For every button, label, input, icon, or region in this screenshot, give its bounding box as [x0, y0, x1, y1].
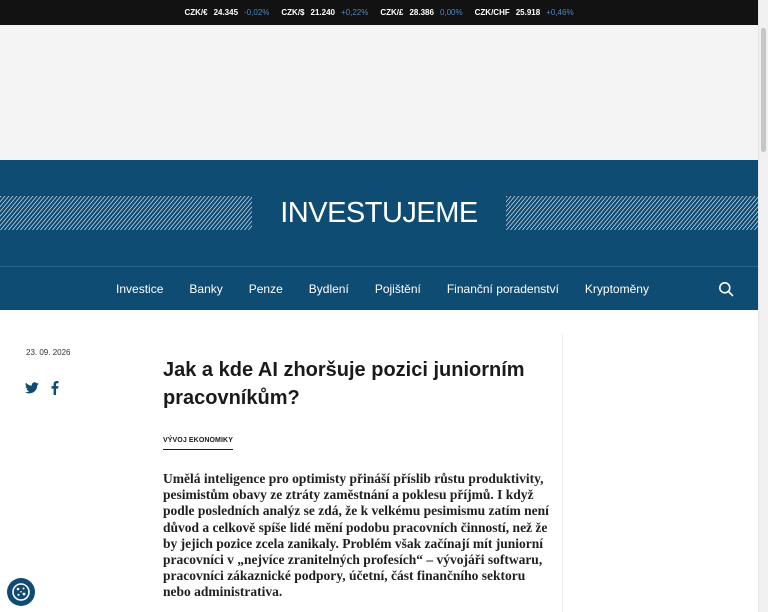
- ticker-change: 0,00%: [439, 8, 463, 17]
- nav-item-penze[interactable]: Penze: [248, 281, 283, 296]
- ticker-item[interactable]: [184, 8, 269, 17]
- sidebar-divider: [562, 334, 563, 612]
- twitter-icon[interactable]: [25, 382, 39, 394]
- nav-item-kryptomeny[interactable]: Kryptoměny: [584, 281, 649, 296]
- search-icon[interactable]: [718, 281, 734, 297]
- ticker-item[interactable]: [380, 8, 462, 17]
- ticker-pair: CZK/€: [184, 8, 208, 17]
- ticker-value: 25.918: [515, 8, 541, 17]
- ticker-item[interactable]: [475, 8, 574, 17]
- ticker-pair: CZK/£: [380, 8, 404, 17]
- ticker-change: -0,02%: [244, 8, 270, 17]
- site-logo[interactable]: INVESTUJEME: [280, 196, 478, 229]
- nav-item-financni-poradenstvi[interactable]: Finanční poradenství: [446, 281, 559, 296]
- article-title: Jak a kde AI zhoršuje pozici juniorním pracovníkům?: [163, 359, 525, 409]
- nav-item-bydleni[interactable]: Bydlení: [308, 281, 349, 296]
- ticker-item[interactable]: [281, 8, 368, 17]
- nav-item-banky[interactable]: Banky: [189, 281, 223, 296]
- stripes-decoration: [506, 196, 758, 230]
- ticker-value: 21.240: [310, 8, 335, 17]
- ticker-value: 28.386: [409, 8, 434, 17]
- facebook-icon[interactable]: [51, 381, 59, 395]
- currency-ticker: [0, 0, 758, 25]
- nav-links: [116, 282, 649, 296]
- ticker-pair: CZK/CHF: [474, 8, 510, 17]
- scrollbar-thumb[interactable]: [761, 28, 766, 152]
- scrollbar[interactable]: [758, 0, 768, 612]
- nav-item-investice[interactable]: Investice: [116, 281, 164, 296]
- ticker-change: +0,22%: [340, 8, 369, 17]
- article-category[interactable]: VÝVOJ EKONOMIKY: [163, 437, 233, 450]
- stripes-decoration: [0, 196, 252, 230]
- nav-item-pojisteni[interactable]: Pojištění: [374, 281, 421, 296]
- main-nav: [0, 266, 758, 310]
- ticker-value: 24.345: [213, 8, 239, 17]
- ad-banner-area: [0, 25, 758, 160]
- ticker-change: +0,46%: [546, 8, 574, 17]
- article-lead: Umělá inteligence pro optimisty přináší příslib růstu produktivity, pesimistům obavy ze ztráty zaměstnání a poklesu příjmů. I když podle posledních analýz se zdá, že k velkému pesimismu zatím není důvod a celkově spíše lidé mění podobu pracovních činností, než že by jejich pozice zcela zanikaly. Problém však začínají mít juniorní pracovníci v „nejvíce zranitelných profesích“ – vývojáři softwaru, pracovníci zákaznické podpory, účetní, část finančního sektoru nebo administrativa.: [163, 471, 549, 600]
- masthead: [0, 160, 758, 266]
- cookie-icon: [11, 582, 31, 602]
- article-date: 23. 09. 2026: [26, 348, 71, 357]
- ticker-pair: CZK/$: [281, 8, 305, 17]
- social-share: [25, 381, 59, 395]
- cookie-settings-button[interactable]: [7, 578, 35, 606]
